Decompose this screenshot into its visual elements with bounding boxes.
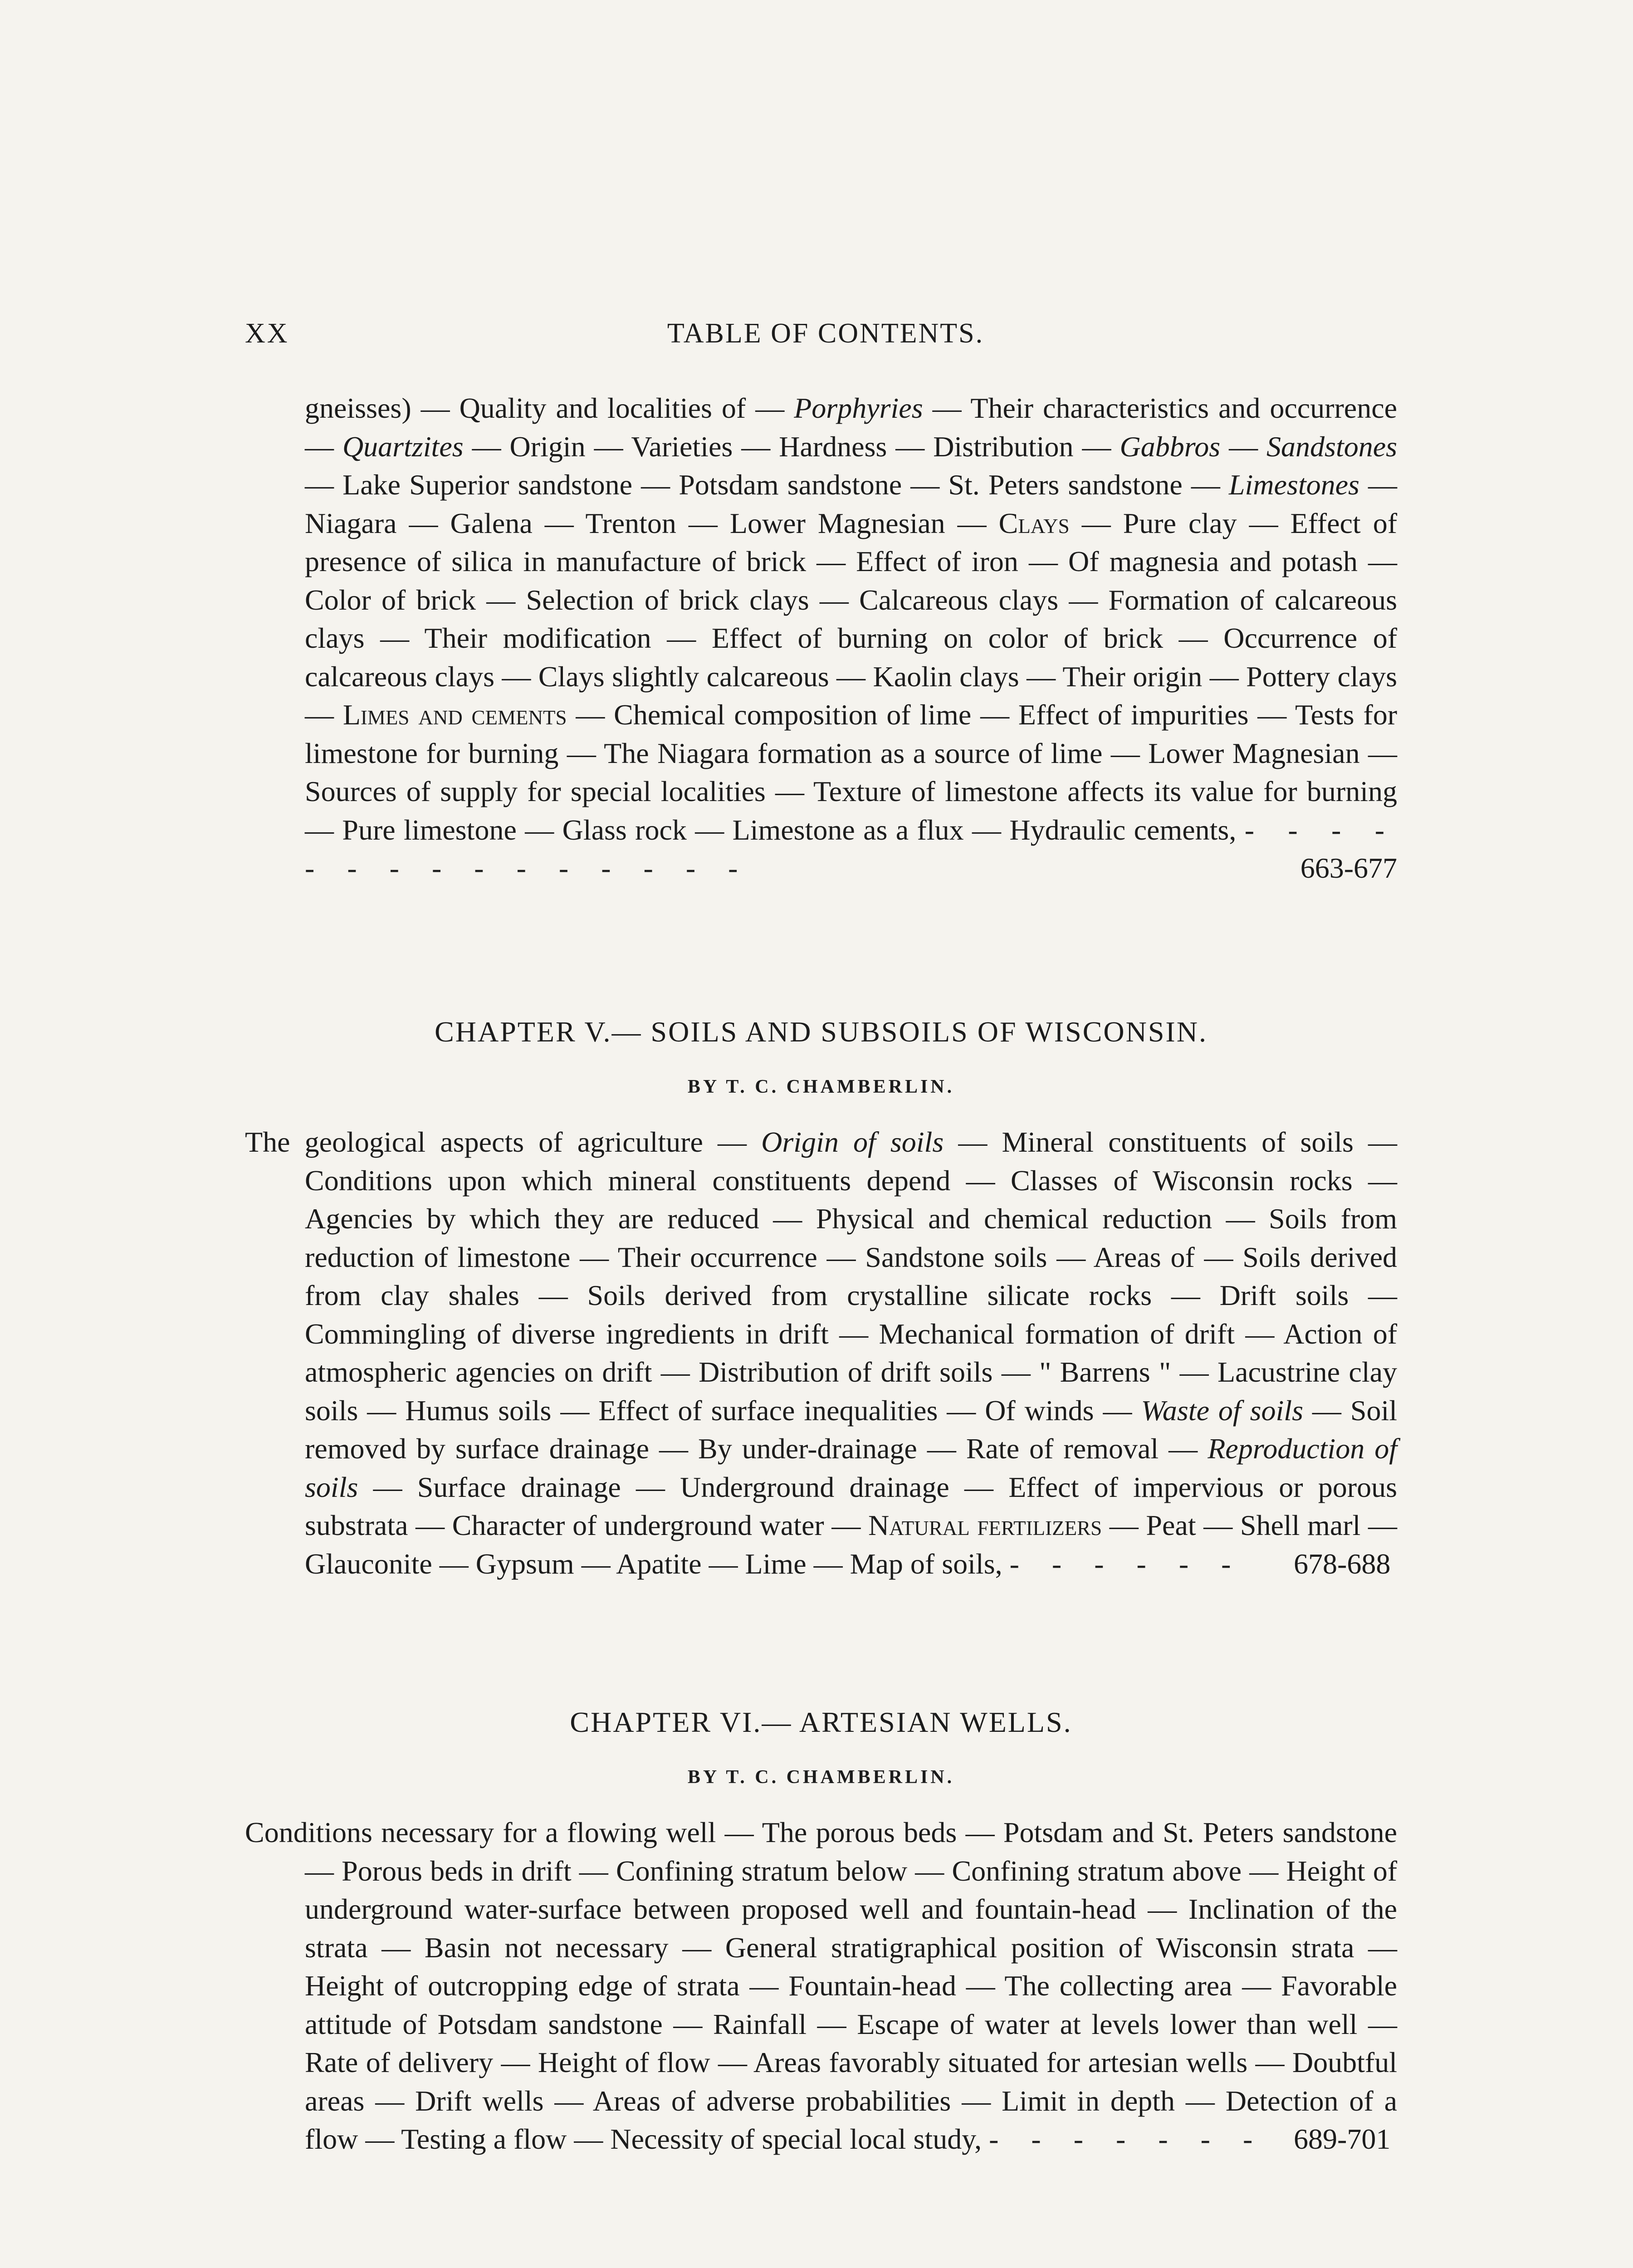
page-range: 678-688	[1294, 1547, 1391, 1580]
chapter5-byline: BY T. C. CHAMBERLIN.	[687, 1076, 955, 1097]
chapter6-title: CHAPTER VI.— ARTESIAN WELLS.	[570, 1706, 1072, 1738]
chapter5-contents-entry: The geological aspects of agriculture — Origin of soils — Mineral constituents of soils — Conditions upon which mineral constituents depend — Classes of Wisconsin rocks — Agencies by which they are reduced — Physical and chemical reduction — Soils from reduction of limestone — Their occurrence — Sandstone soils — Areas of — Soils derived from clay shales — Soils derived from crystalline silicate rocks — Drift soils — Commingling of diverse ingredients in drift — Mechanical formation of drift — Action of atmospheric agencies on drift — Distribution of drift soils — " Barrens " — Lacustrine clay soils — Humus soils — Effect of surface inequalities — Of winds — Waste of soils — Soil removed by surface drainage — By under-drainage — Rate of removal — Reproduction of soils — Surface drainage — Underground drainage — Effect of impervious or porous substrata — Character of underground water — Natural fertilizers — Peat — Shell marl — Glauconite — Gypsum — Apatite — Lime — Map of soils, - - - - - - 678-688	[245, 1123, 1397, 1583]
chapter4-contents-entry: gneisses) — Quality and localities of — Porphyries — Their characteristics and occurrence — Quartzites — Origin — Varieties — Hardness — Distribution — Gabbros — Sandstones — Lake Superior sandstone — Potsdam sandstone — St. Peters sandstone — Limestones — Niagara — Galena — Trenton — Lower Magnesian — Clays — Pure clay — Effect of presence of silica in manufacture of brick — Effect of iron — Of magnesia and potash — Color of brick — Selection of brick clays — Calcareous clays — Formation of calcareous clays — Their modification — Effect of burning on color of brick — Occurrence of calcareous clays — Clays slightly calcareous — Kaolin clays — Their origin — Pottery clays — Limes and cements — Chemical composition of lime — Effect of impurities — Tests for limestone for burning — The Niagara formation as a source of lime — Lower Magnesian — Sources of supply for special localities — Texture of limestone affects its value for burning — Pure limestone — Glass rock — Limestone as a flux — Hydraulic cements, - - - - - - - - - - - - - - - 663-677	[245, 389, 1397, 888]
chapter6-byline: BY T. C. CHAMBERLIN.	[687, 1767, 955, 1788]
page-range: 663-677	[1300, 852, 1397, 884]
dot-leader: - - - - - - -	[989, 2123, 1266, 2155]
chapter6-contents-entry: Conditions necessary for a flowing well — The porous beds — Potsdam and St. Peters sandstone — Porous beds in drift — Confining stratum below — Confining stratum above — Height of underground water-surface between proposed well and fountain-head — Inclination of the strata — Basin not necessary — General stratigraphical position of Wisconsin strata — Height of outcropping edge of strata — Fountain-head — The collecting area — Favorable attitude of Potsdam sandstone — Rainfall — Escape of water at levels lower than well — Rate of delivery — Height of flow — Areas favorably situated for artesian wells — Doubtful areas — Drift wells — Areas of adverse probabilities — Limit in depth — Detection of a flow — Testing a flow — Necessity of special local study, - - - - - - - 689-701	[245, 1813, 1397, 2159]
page-header	[245, 318, 1406, 354]
page-number: XX	[245, 318, 289, 349]
dot-leader: - - - - - - - - - - - - - - -	[305, 813, 1398, 884]
page-range: 689-701	[1294, 2123, 1391, 2155]
dot-leader: - - - - - -	[1009, 1547, 1244, 1580]
chapter5-title: CHAPTER V.— SOILS AND SUBSOILS OF WISCONSIN.	[435, 1016, 1208, 1048]
running-title: TABLE OF CONTENTS.	[667, 318, 984, 349]
